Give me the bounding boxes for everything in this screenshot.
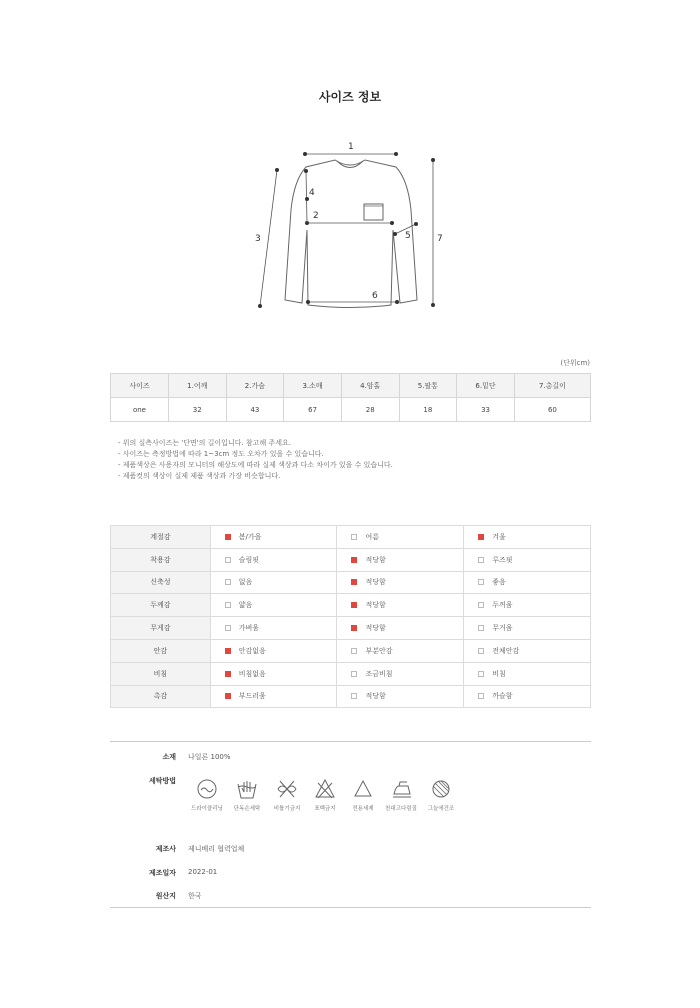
property-option-label: 없음 [238, 578, 253, 587]
date-value: 2022-01 [188, 868, 218, 876]
measure-label-2: 2 [313, 211, 319, 221]
property-option-label: 슬림핏 [238, 555, 260, 564]
property-option-label: 무거움 [492, 624, 513, 633]
care-item-label: 전용세제 [352, 806, 374, 812]
property-name: 촉감 [111, 685, 211, 708]
unchecked-box-icon [225, 602, 231, 608]
hand-wash-icon [236, 778, 258, 800]
property-option [337, 639, 464, 662]
checked-box-icon [225, 534, 231, 540]
checked-box-icon [225, 648, 231, 654]
size-table-header [111, 374, 591, 398]
size-diagram [240, 140, 460, 320]
checked-box-icon [351, 579, 357, 585]
property-option [210, 662, 337, 685]
measure-label-5: 5 [405, 231, 411, 241]
care-label: 세탁방법 [148, 777, 176, 785]
measure-dot [431, 303, 435, 307]
measure-dot [258, 304, 262, 308]
dry-clean-icon [196, 778, 218, 800]
property-option-label: 까슬함 [492, 692, 513, 701]
property-option-label: 부분안감 [365, 646, 393, 655]
property-row [111, 639, 591, 662]
measure-dot [390, 221, 394, 225]
size-cell: 28 [341, 398, 399, 422]
property-option-label: 적당함 [365, 692, 386, 701]
unchecked-box-icon [225, 625, 231, 631]
neutral-detergent-icon [352, 778, 374, 800]
property-option [464, 594, 591, 617]
size-header-cell: 사이즈 [111, 374, 169, 398]
size-table [110, 373, 591, 422]
maker-label: 제조사 [155, 845, 176, 853]
size-header-cell: 5.팔통 [399, 374, 457, 398]
care-item-shade-dry [418, 778, 464, 812]
care-item-label: 드라이클리닝 [191, 806, 223, 812]
tshirt-diagram [240, 140, 460, 320]
unchecked-box-icon [478, 557, 484, 563]
property-row [111, 548, 591, 571]
unchecked-box-icon [351, 648, 357, 654]
date-label: 제조일자 [148, 869, 176, 877]
measure-line-3 [260, 170, 277, 306]
property-row [111, 617, 591, 640]
size-table-row [111, 398, 591, 422]
size-cell: 32 [168, 398, 226, 422]
property-option [337, 662, 464, 685]
property-option-label: 전체안감 [492, 646, 520, 655]
property-option-label: 조금비침 [365, 669, 393, 678]
property-option-label: 가벼움 [238, 624, 260, 633]
property-option [210, 639, 337, 662]
property-option [464, 662, 591, 685]
property-option [337, 526, 464, 549]
care-item-label: 표백금지 [314, 806, 336, 812]
measure-dot [394, 152, 398, 156]
property-option [464, 548, 591, 571]
iron-icon [390, 778, 412, 800]
property-name: 안감 [111, 639, 211, 662]
property-name: 무게감 [111, 617, 211, 640]
property-option [337, 571, 464, 594]
property-row [111, 526, 591, 549]
measure-label-3: 3 [255, 234, 261, 244]
property-option-label: 좋음 [492, 578, 506, 587]
size-cell: one [111, 398, 169, 422]
size-header-cell: 6.밑단 [457, 374, 515, 398]
property-option-label: 봄/가을 [238, 532, 262, 541]
property-option-label: 안감없음 [238, 646, 266, 655]
note-line: - 제품색상은 사용자의 모니터의 해상도에 따라 실제 색상과 다소 차이가 있을 수 있습니다. [118, 461, 393, 469]
note-line: - 사이즈는 측정방법에 따라 1~3cm 정도 오차가 있을 수 있습니다. [118, 450, 324, 458]
property-option-label: 여름 [365, 532, 380, 541]
unchecked-box-icon [478, 625, 484, 631]
maker-value: 제니베리 협력업체 [188, 845, 245, 853]
note-line: - 위의 실측사이즈는 '단면'의 길이입니다. 참고해 주세요. [118, 439, 291, 447]
property-option [210, 685, 337, 708]
property-row [111, 594, 591, 617]
checked-box-icon [351, 602, 357, 608]
size-cell: 33 [457, 398, 515, 422]
shade-dry-icon [430, 778, 452, 800]
page-title: 사이즈 정보 [318, 90, 382, 104]
measure-dot [393, 232, 397, 236]
checked-box-icon [351, 557, 357, 563]
property-option-label: 얇음 [238, 601, 253, 610]
origin-value: 한국 [188, 892, 202, 900]
property-option [210, 548, 337, 571]
property-row [111, 685, 591, 708]
property-option-label: 부드러움 [238, 692, 266, 701]
size-header-cell: 7.총길이 [514, 374, 590, 398]
size-cell: 18 [399, 398, 457, 422]
measure-dot [395, 300, 399, 304]
property-option [337, 617, 464, 640]
property-name: 계절감 [111, 526, 211, 549]
property-option-label: 적당함 [365, 624, 386, 633]
property-option [464, 526, 591, 549]
unchecked-box-icon [351, 693, 357, 699]
property-option [337, 594, 464, 617]
origin-label: 원산지 [155, 892, 176, 900]
checked-box-icon [225, 693, 231, 699]
property-row [111, 571, 591, 594]
material-label: 소재 [162, 753, 176, 761]
care-item-label: 비틀기금지 [273, 806, 301, 812]
unchecked-box-icon [478, 648, 484, 654]
tshirt-outline [285, 160, 417, 308]
property-table [110, 525, 591, 708]
property-name: 착용감 [111, 548, 211, 571]
property-option-label: 적당함 [365, 578, 386, 587]
property-option [337, 548, 464, 571]
size-header-cell: 2.가슴 [226, 374, 284, 398]
unchecked-box-icon [478, 671, 484, 677]
property-name: 두께감 [111, 594, 211, 617]
unchecked-box-icon [225, 579, 231, 585]
care-item-label: 천대고다림질 [385, 806, 417, 812]
checked-box-icon [351, 625, 357, 631]
checked-box-icon [478, 534, 484, 540]
property-option [464, 617, 591, 640]
size-cell: 43 [226, 398, 284, 422]
measure-label-1: 1 [348, 142, 354, 152]
unchecked-box-icon [478, 579, 484, 585]
property-option [210, 526, 337, 549]
property-option-label: 적당함 [365, 555, 386, 564]
measure-dot [275, 168, 279, 172]
property-option-label: 겨울 [492, 532, 506, 541]
property-option [464, 685, 591, 708]
measure-label-7: 7 [437, 234, 443, 244]
unchecked-box-icon [351, 671, 357, 677]
property-option-label: 두꺼움 [492, 601, 513, 610]
property-option [464, 571, 591, 594]
size-cell: 67 [284, 398, 342, 422]
no-bleach-icon [314, 778, 336, 800]
measure-dot [414, 222, 418, 226]
size-notes [118, 438, 393, 482]
property-option [210, 571, 337, 594]
unchecked-box-icon [478, 693, 484, 699]
property-name: 비침 [111, 662, 211, 685]
property-option [337, 685, 464, 708]
measure-dot [303, 152, 307, 156]
property-option [210, 594, 337, 617]
care-item-label: 그늘에건조 [427, 806, 455, 812]
unchecked-box-icon [478, 602, 484, 608]
care-icons [184, 778, 514, 820]
unit-label: (단위cm) [560, 359, 590, 367]
note-line: - 제품컷의 색상이 실제 제품 색상과 가장 비슷합니다. [118, 472, 281, 480]
size-header-cell: 1.어깨 [168, 374, 226, 398]
property-option-label: 루즈핏 [492, 555, 513, 564]
measure-label-6: 6 [372, 291, 378, 301]
property-option-label: 적당함 [365, 601, 386, 610]
product-info [110, 741, 591, 908]
material-value: 나일론 100% [188, 753, 231, 761]
measure-dot [306, 300, 310, 304]
property-name: 신축성 [111, 571, 211, 594]
measure-label-4: 4 [309, 188, 315, 198]
checked-box-icon [225, 671, 231, 677]
unchecked-box-icon [351, 534, 357, 540]
size-header-cell: 3.소매 [284, 374, 342, 398]
size-cell: 60 [514, 398, 590, 422]
measure-dot [431, 158, 435, 162]
property-row [111, 662, 591, 685]
property-option-label: 비침없음 [238, 669, 266, 678]
measure-dot [304, 169, 308, 173]
care-item-label: 단독손세탁 [233, 806, 261, 812]
property-option [210, 617, 337, 640]
size-header-cell: 4.암홀 [341, 374, 399, 398]
no-twist-icon [276, 778, 298, 800]
property-option [464, 639, 591, 662]
unchecked-box-icon [225, 557, 231, 563]
property-option-label: 비침 [492, 669, 506, 678]
